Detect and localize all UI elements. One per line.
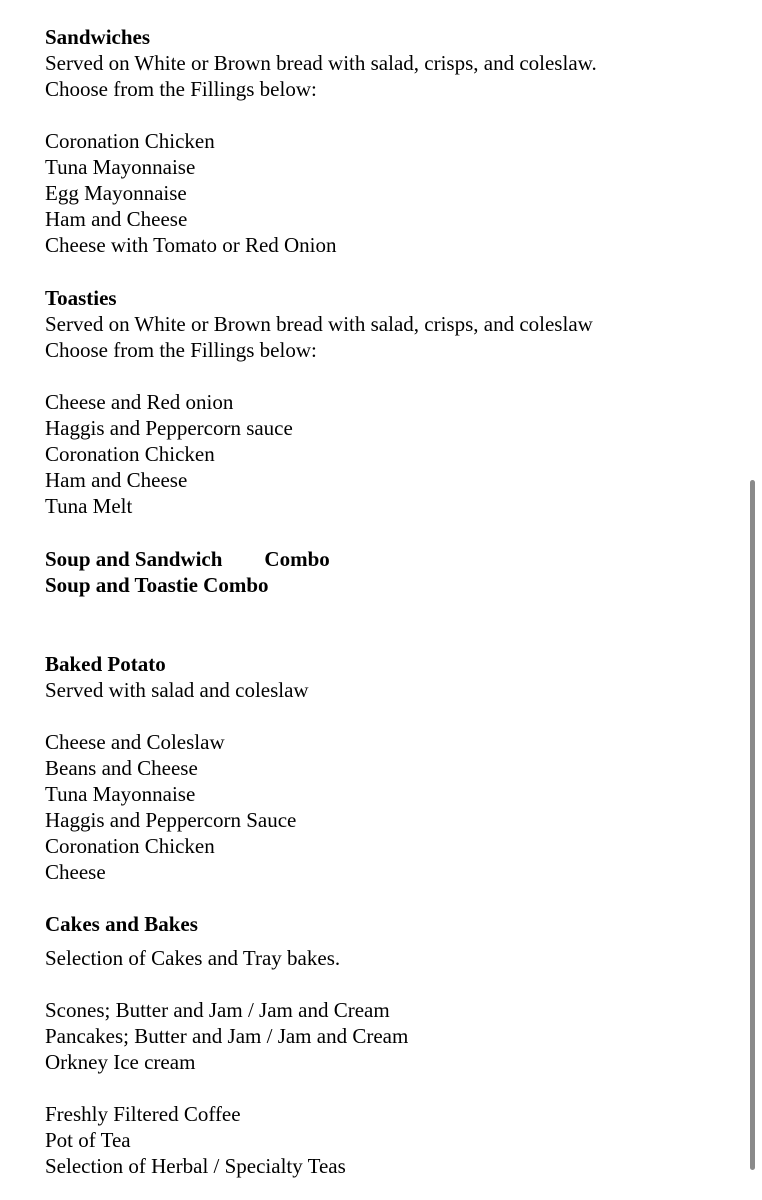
- drinks-item: Pot of Tea: [45, 1128, 131, 1152]
- cakes-item: Orkney Ice cream: [45, 1050, 196, 1074]
- sandwich-filling: Ham and Cheese: [45, 207, 188, 231]
- sandwiches-instruction: Choose from the Fillings below:: [45, 77, 317, 101]
- sandwich-filling: Cheese with Tomato or Red Onion: [45, 233, 337, 257]
- baked-potato-filling: Haggis and Peppercorn Sauce: [45, 808, 297, 832]
- sandwich-filling: Coronation Chicken: [45, 129, 215, 153]
- soup-toastie-combo: Soup and Toastie Combo: [45, 573, 269, 597]
- sandwiches-heading: Sandwiches: [45, 25, 151, 49]
- sandwiches-description: Served on White or Brown bread with salad, crisps, and coleslaw.: [45, 51, 597, 75]
- baked-potato-description: Served with salad and coleslaw: [45, 678, 309, 702]
- drinks-item: Freshly Filtered Coffee: [45, 1102, 241, 1126]
- toastie-filling: Cheese and Red onion: [45, 390, 234, 414]
- cakes-description: Selection of Cakes and Tray bakes.: [45, 946, 341, 970]
- baked-potato-filling: Beans and Cheese: [45, 756, 198, 780]
- cakes-item: Pancakes; Butter and Jam / Jam and Cream: [45, 1024, 409, 1048]
- drinks-item: Selection of Herbal / Specialty Teas: [45, 1154, 346, 1178]
- baked-potato-filling: Coronation Chicken: [45, 834, 215, 858]
- toasties-description: Served on White or Brown bread with salad, crisps, and coleslaw: [45, 312, 593, 336]
- toastie-filling: Coronation Chicken: [45, 442, 215, 466]
- baked-potato-filling: Cheese: [45, 860, 106, 884]
- sandwich-filling: Egg Mayonnaise: [45, 181, 187, 205]
- toasties-heading: Toasties: [45, 286, 117, 310]
- toastie-filling: Haggis and Peppercorn sauce: [45, 416, 293, 440]
- cakes-heading: Cakes and Bakes: [45, 912, 198, 936]
- baked-potato-filling: Cheese and Coleslaw: [45, 730, 225, 754]
- toastie-filling: Tuna Melt: [45, 494, 133, 518]
- sandwich-filling: Tuna Mayonnaise: [45, 155, 196, 179]
- toastie-filling: Ham and Cheese: [45, 468, 188, 492]
- cakes-item: Scones; Butter and Jam / Jam and Cream: [45, 998, 390, 1022]
- baked-potato-filling: Tuna Mayonnaise: [45, 782, 196, 806]
- toasties-instruction: Choose from the Fillings below:: [45, 338, 317, 362]
- vertical-scrollbar[interactable]: [750, 480, 755, 1170]
- baked-potato-heading: Baked Potato: [45, 652, 166, 676]
- soup-sandwich-combo: Soup and Sandwich Combo: [45, 547, 330, 571]
